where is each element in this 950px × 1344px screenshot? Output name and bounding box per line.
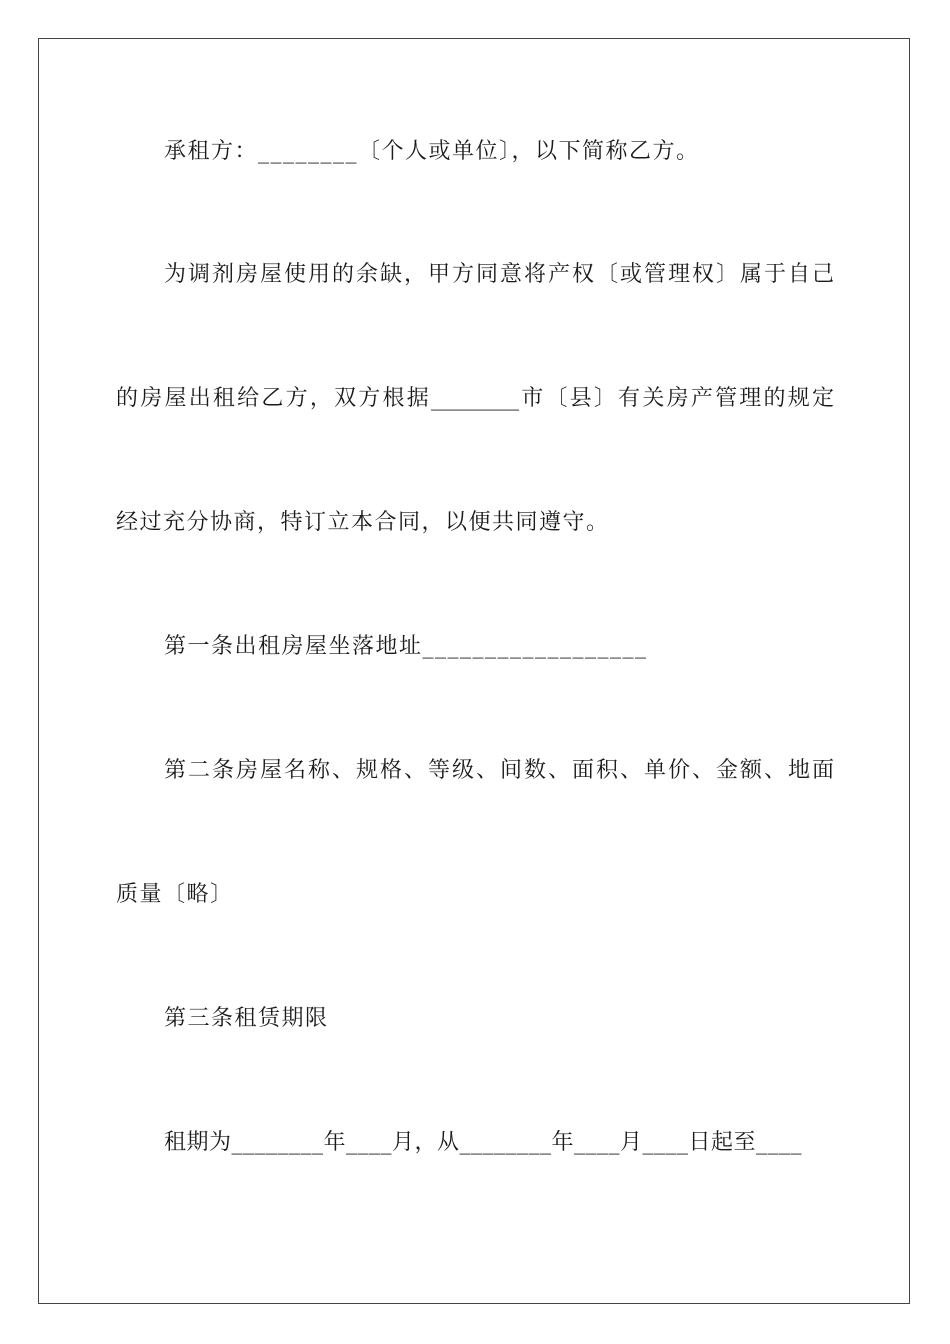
- paragraph-intro-line-2: 的房屋出租给乙方，双方根据________市〔县〕有关房产管理的规定: [116, 386, 834, 411]
- paragraph-intro-line-3: 经过充分协商，特订立本合同，以便共同遵守。: [116, 510, 610, 535]
- article-3-term-line: 租期为________年____月，从________年____月____日起至____: [164, 1130, 803, 1155]
- article-2-line-2: 质量〔略〕: [116, 882, 234, 907]
- article-3-heading: 第三条租赁期限: [164, 1006, 329, 1031]
- lessee-line: 承租方：________〔个人或单位〕，以下简称乙方。: [164, 139, 700, 164]
- article-1-address: 第一条出租房屋坐落地址__________________: [164, 634, 648, 659]
- paragraph-intro-line-1: 为调剂房屋使用的余缺，甲方同意将产权〔或管理权〕属于自己: [164, 262, 834, 287]
- article-2-line-1: 第二条房屋名称、规格、等级、间数、面积、单价、金额、地面: [164, 758, 834, 783]
- page-border: [38, 38, 910, 1304]
